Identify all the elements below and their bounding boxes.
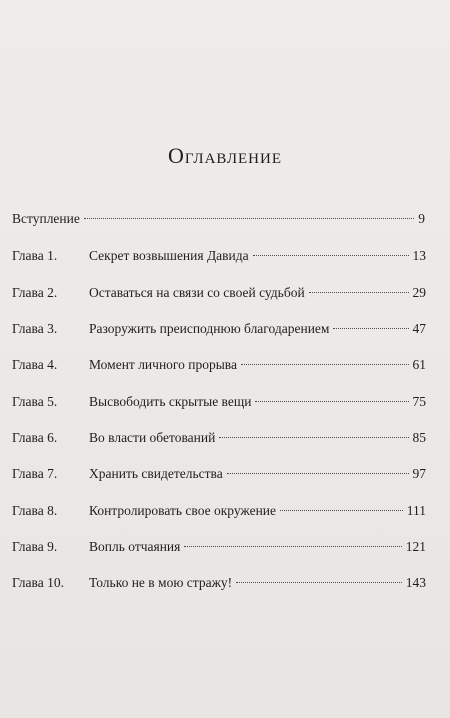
intro-title: Вступление <box>12 211 80 226</box>
chapter-label: Глава 5. <box>12 394 58 409</box>
leader-dots <box>255 401 408 402</box>
toc-row-chapter-9 <box>12 539 426 563</box>
chapter-page-number: 85 <box>412 430 426 445</box>
chapter-title: Секрет возвышения Давида <box>89 248 249 263</box>
chapter-title: Высвободить скрытые вещи <box>89 394 252 409</box>
chapter-title: Момент личного прорыва <box>89 357 237 372</box>
chapter-title: Контролировать свое окружение <box>89 503 277 518</box>
chapter-page-number: 47 <box>412 321 426 336</box>
chapter-page-number: 29 <box>412 285 426 300</box>
chapter-page-number: 111 <box>406 503 426 518</box>
chapter-label: Глава 7. <box>12 466 58 481</box>
page-title: Оглавление <box>167 143 283 168</box>
chapter-page-number: 97 <box>412 466 426 481</box>
chapter-label: Глава 3. <box>12 321 58 336</box>
chapter-title: Только не в мою стражу! <box>89 575 233 590</box>
chapter-page-number: 61 <box>412 357 426 372</box>
chapter-label: Глава 8. <box>12 503 58 518</box>
chapter-title: Вопль отчаяния <box>89 539 181 554</box>
toc-row-chapter-7 <box>12 466 426 490</box>
toc-intro-row <box>12 211 425 235</box>
toc-row-chapter-8 <box>12 503 426 527</box>
chapter-title: Во власти обетований <box>89 430 216 445</box>
toc-row-chapter-5 <box>12 394 426 418</box>
leader-dots <box>184 546 401 547</box>
leader-dots <box>236 582 402 583</box>
chapter-label: Глава 6. <box>12 430 58 445</box>
chapter-label: Глава 2. <box>12 285 58 300</box>
chapter-title: Оставаться на связи со своей судьбой <box>89 285 305 300</box>
chapter-label: Глава 1. <box>12 248 58 263</box>
leader-dots <box>309 292 409 293</box>
leader-dots <box>253 255 409 256</box>
toc-row-chapter-2 <box>12 285 426 309</box>
leader-dots <box>280 510 403 511</box>
chapter-label: Глава 10. <box>12 575 64 590</box>
chapter-page-number: 121 <box>405 539 426 554</box>
chapter-title: Хранить свидетельства <box>89 466 223 481</box>
chapter-page-number: 13 <box>412 248 426 263</box>
leader-dots <box>241 364 409 365</box>
leader-dots <box>227 473 409 474</box>
intro-page-number: 9 <box>418 211 425 226</box>
toc-row-chapter-10 <box>12 575 426 599</box>
chapter-label: Глава 9. <box>12 539 58 554</box>
chapter-page-number: 75 <box>412 394 426 409</box>
toc-row-chapter-1 <box>12 248 426 272</box>
chapter-page-number: 143 <box>405 575 426 590</box>
chapter-label: Глава 4. <box>12 357 58 372</box>
leader-dots <box>333 328 408 329</box>
leader-dots <box>219 437 408 438</box>
toc-row-chapter-6 <box>12 430 426 454</box>
leader-dots <box>84 218 414 219</box>
chapter-title: Разоружить преисподнюю благодарением <box>89 321 330 336</box>
toc-row-chapter-3 <box>12 321 426 345</box>
toc-row-chapter-4 <box>12 357 426 381</box>
